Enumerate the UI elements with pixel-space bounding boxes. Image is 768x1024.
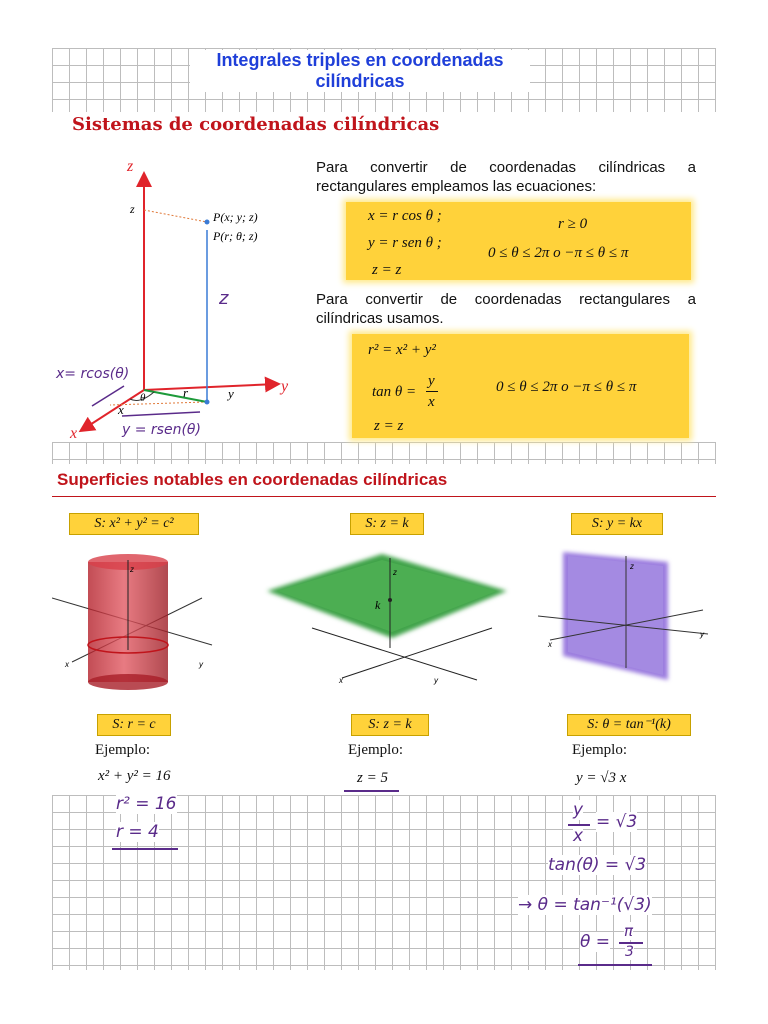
hand-y-eq: y = rsen(θ) (122, 422, 201, 438)
cyl-label-vplane: S: θ = tan⁻¹(k) (567, 714, 691, 736)
ejemplo-3: Ejemplo: (572, 742, 627, 758)
cyl-axis-y: y (199, 660, 203, 669)
axis-z-label: z (127, 158, 134, 175)
plane-k-label: k (375, 598, 381, 612)
surface-label-plane: S: z = k (350, 513, 424, 535)
r-label: r (183, 385, 189, 400)
hand-r: r = 4 (116, 822, 159, 842)
equations-box-1 (346, 202, 691, 280)
hand-x-eq: x= rcos(θ) (56, 366, 130, 382)
cylindrical-diagram (52, 150, 302, 445)
tick-z-label: z (130, 202, 135, 216)
title-line2: cilíndricas (315, 71, 405, 91)
surface-label-cylinder: S: x² + y² = c² (69, 513, 199, 535)
cond-r: r ≥ 0 (558, 216, 588, 232)
axis-y-label: y (281, 378, 289, 395)
surface-label-vplane: S: y = kx (571, 513, 663, 535)
hand-theta-arctan: → θ = tan⁻¹(√3) (518, 895, 652, 915)
theta-label: θ (140, 392, 146, 404)
hand-z: z (219, 288, 229, 309)
plane-axis-z: z (393, 568, 397, 577)
grid-middle (52, 442, 716, 464)
point-cyl-label: P(r; θ; z) (213, 229, 258, 243)
ejemplo-2: Ejemplo: (348, 742, 403, 758)
vplane-axis-z: z (630, 562, 634, 571)
vplane-axis-y: y (700, 630, 704, 639)
x-point-label: x (118, 402, 124, 417)
hand-final-underline (578, 964, 652, 966)
axis-x-label: x (70, 425, 78, 442)
hand-r-underline (112, 848, 178, 850)
vplane-figure (538, 548, 718, 688)
para-cyl-to-rect: Para convertir de coordenadas cilíndricas a rectangulares empleamos las ecuaciones: (316, 159, 696, 195)
section2-rule (52, 496, 716, 497)
y-point-label: y (228, 386, 234, 401)
y-axis (144, 384, 277, 390)
ejemplo-1: Ejemplo: (95, 742, 150, 758)
eq-x: x = r cos θ ; (368, 208, 442, 224)
hand-theta-lhs: θ = (580, 932, 611, 952)
hand-pi: π (624, 922, 634, 940)
example-1: x² + y² = 16 (98, 768, 171, 784)
hand-sqrt3: = √3 (596, 812, 638, 832)
hand-r2: r² = 16 (116, 794, 177, 814)
cyl-label-cylinder: S: r = c (97, 714, 171, 736)
eq-tan-lhs: tan θ = (372, 384, 417, 400)
eq-tan-num: y (428, 373, 435, 389)
equations-box-2 (352, 334, 689, 438)
eq-tan-bar (426, 391, 438, 392)
plane-axis-y: y (434, 676, 438, 685)
section1-heading: Sistemas de coordenadas cilíndricas (72, 114, 440, 135)
vplane-axis-x: x (548, 640, 552, 649)
cyl-axis-z: z (130, 565, 134, 574)
cyl-axis-x: x (65, 660, 69, 669)
eq-tan-den: x (428, 394, 435, 410)
point-rect-label: P(x; y; z) (213, 210, 258, 224)
eq-z2: z = z (374, 418, 404, 434)
hand-y-num: y (573, 800, 584, 820)
cyl-label-plane: S: z = k (351, 714, 429, 736)
cylinder-figure (52, 550, 222, 690)
hand-three: 3 (625, 944, 634, 960)
example-3: y = √3 x (576, 770, 627, 786)
hand-x-den: x (573, 826, 584, 846)
radius-line (144, 390, 207, 402)
page-title (190, 50, 530, 92)
section2-heading: Superficies notables en coordenadas cilíndricas (57, 470, 448, 489)
example-2: z = 5 (357, 770, 388, 786)
eq-z: z = z (372, 262, 402, 278)
cond-theta-2: 0 ≤ θ ≤ 2π o −π ≤ θ ≤ π (496, 379, 637, 395)
example-2-underline (344, 790, 399, 792)
plane-figure (262, 548, 512, 688)
title-line1: Integrales triples en coordenadas (216, 50, 504, 70)
eq-r2: r² = x² + y² (368, 342, 436, 358)
plane-axis-x: x (339, 676, 343, 685)
hand-tan: tan(θ) = √3 (548, 855, 647, 875)
eq-y: y = r sen θ ; (368, 235, 442, 251)
para-rect-to-cyl: Para convertir de coordenadas rectangulares a cilíndricas usamos. (316, 291, 696, 327)
cond-theta-1: 0 ≤ θ ≤ 2π o −π ≤ θ ≤ π (488, 245, 629, 261)
